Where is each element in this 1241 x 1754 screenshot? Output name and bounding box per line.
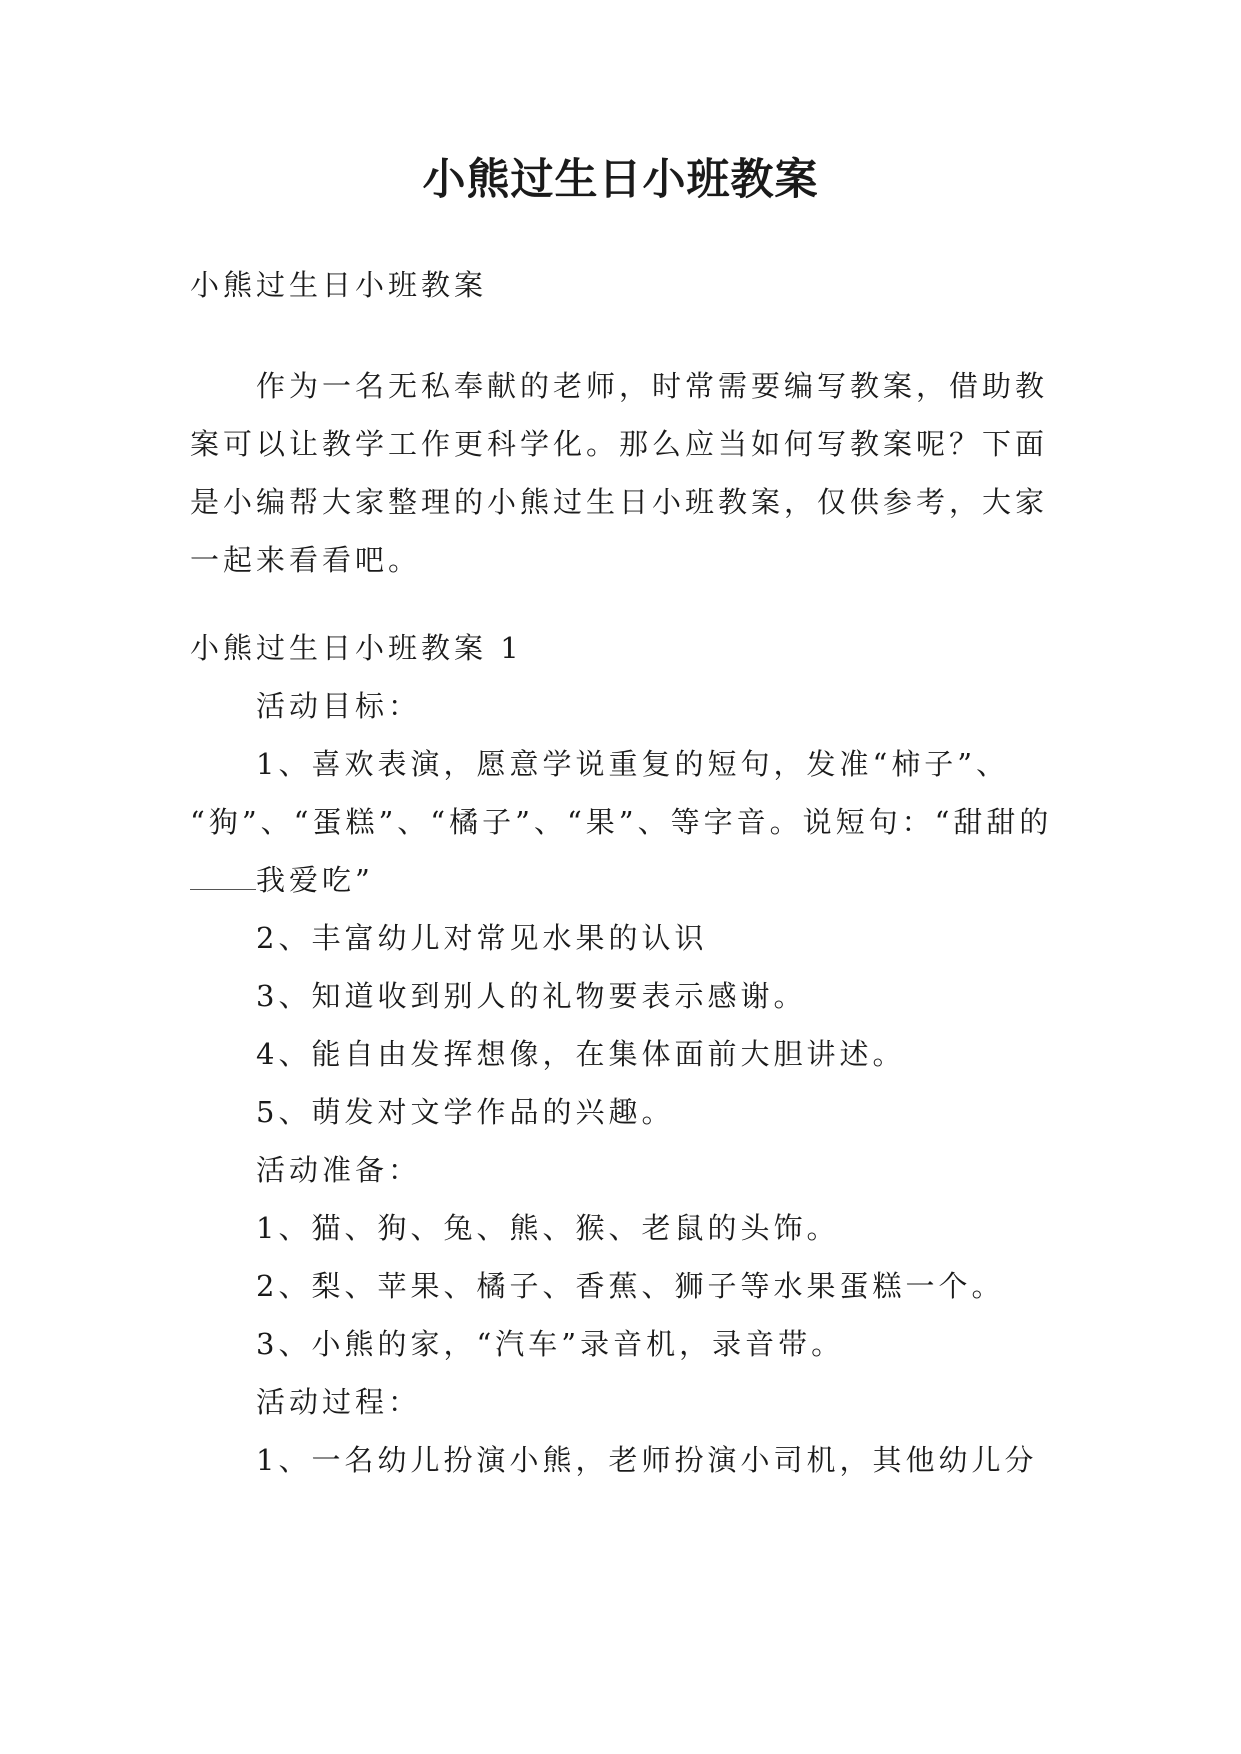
prep-item: 3、小熊的家，“汽车”录音机，录音带。 [256,1327,845,1361]
goal-item: “狗”、“蛋糕”、“橘子”、“果”、等字音。说短句：“甜甜的 [190,805,1053,839]
document-title: 小熊过生日小班教案 [422,155,819,205]
goal-item: 4、能自由发挥想像，在集体面前大胆讲述。 [256,1037,906,1071]
prep-item: 2、梨、苹果、橘子、香蕉、狮子等水果蛋糕一个。 [256,1269,1005,1303]
intro-line: 是小编帮大家整理的小熊过生日小班教案，仅供参考，大家 [190,485,1049,519]
goals-heading: 活动目标： [256,689,422,723]
goal-item-tail-text: 我爱吃” [256,863,374,897]
goal-item-tail [190,860,374,900]
goal-item: 2、丰富幼儿对常见水果的认识 [256,921,708,955]
goal-item: 5、萌发对文学作品的兴趣。 [256,1095,675,1129]
fill-blank [190,867,256,890]
intro-line: 案可以让教学工作更科学化。那么应当如何写教案呢？下面 [190,427,1049,461]
process-item: 1、一名幼儿扮演小熊，老师扮演小司机，其他幼儿分 [256,1443,1038,1477]
subtitle: 小熊过生日小班教案 [190,268,488,302]
goal-item: 1、喜欢表演，愿意学说重复的短句，发准“柿子”、 [256,747,1010,781]
prep-item: 1、猫、狗、兔、熊、猴、老鼠的头饰。 [256,1211,840,1245]
section-heading: 小熊过生日小班教案 1 [190,631,523,665]
intro-line: 一起来看看吧。 [190,543,422,577]
goal-item: 3、知道收到别人的礼物要表示感谢。 [256,979,807,1013]
process-heading: 活动过程： [256,1385,422,1419]
prep-heading: 活动准备： [256,1153,422,1187]
intro-line: 作为一名无私奉献的老师，时常需要编写教案，借助教 [256,369,1049,403]
